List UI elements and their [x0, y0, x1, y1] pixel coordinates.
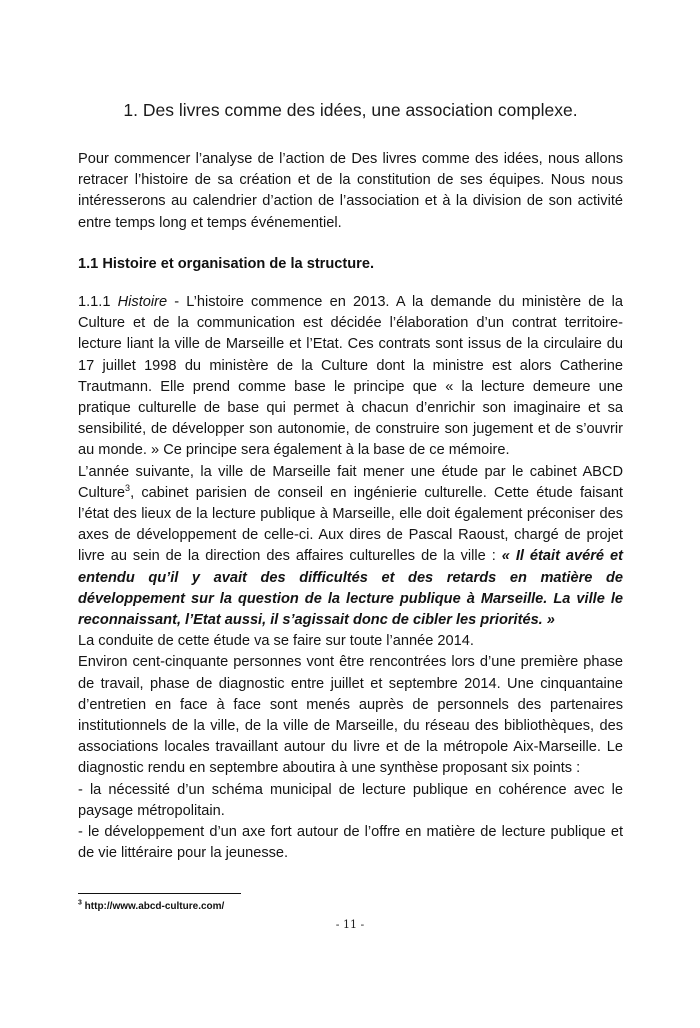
history-paragraph — [78, 292, 623, 462]
list-item: - le développement d’un axe fort autour de l’offre en matière de lecture publique et de vie littéraire pour la jeunesse. — [78, 824, 623, 862]
body-text — [78, 292, 623, 864]
diagnostic-paragraph: Environ cent-cinquante personnes vont être rencontrées lors d’une première phase de travail, phase de diagnostic entre juillet et septembre 2014. Une cinquantaine d’entretien en face à face sont menés auprès de personnels des partenaires institutionnels de la ville, de la ville de Marseille, du réseau des bibliothèques, des associations locales travaillant autour du livre et de la métropole Aix-Marseille. Le diagnostic rendu en septembre aboutira à une synthèse proposant six points : — [78, 654, 623, 777]
list-item: - la nécessité d’un schéma municipal de lecture publique en cohérence avec le paysage métropolitain. — [78, 781, 623, 819]
history-text: - L’histoire commence en 2013. A la demande du ministère de la Culture et de la communication est décidée l’élaboration d’un contrat territoire-lecture liant la ville de Marseille et l’Etat. Ces contrats sont issus de la circulaire du 17 juillet 1998 du ministère de la Culture dont la ministre est alors Catherine Trautmann. Elle prend comme base le principe que « la lecture demeure une pratique culturelle de base qui permet à chacun d’enrichir son imaginaire et sa sensibilité, de développer son autonomie, de construire son jugement et de s’ouvrir au monde. » Ce principe sera également à la base de ce mémoire. — [78, 294, 623, 459]
study-duration-paragraph: La conduite de cette étude va se faire sur toute l’année 2014. — [78, 633, 474, 650]
history-label-number: 1.1.1 — [78, 294, 118, 310]
section-heading: 1. Des livres comme des idées, une association complexe. — [123, 100, 578, 120]
footnote-reference: 3 — [125, 482, 131, 493]
footnote — [78, 901, 224, 912]
footnote-number: 3 — [78, 899, 82, 907]
study-paragraph — [78, 462, 623, 632]
footnote-link[interactable]: http://www.abcd-culture.com/ — [81, 901, 225, 912]
intro-paragraph: Pour commencer l’analyse de l’action de Des livres comme des idées, nous allons retracer l’histoire de sa création et de la constitution de ses équipes. Nous nous intéresserons au calendrier d’action de l’association et à la division de son activité entre temps long et temps événementiel. — [78, 151, 623, 231]
footnote-separator — [78, 893, 241, 894]
page-number: - 11 - — [335, 918, 365, 931]
study-text-mid: , cabinet parisien de conseil en ingénierie culturelle. Cette étude faisant l’état des lieux de la lecture publique à Marseille, elle doit également préconiser des axes de développement de celle-ci. Aux dires de Pascal Raoust, chargé de projet livre au sein de la direction des affaires culturelles de la ville : — [78, 484, 623, 565]
history-label: Histoire — [117, 294, 168, 310]
interview-quote: « Il était avéré et entendu qu’il y avait des difficultés et des retards en matière de développement sur la question de la lecture publique à Marseille. La ville le reconnaissant, l’Etat aussi, il s’agissait donc de cibler les priorités. » — [78, 548, 623, 629]
subsection-heading: 1.1 Histoire et organisation de la structure. — [78, 256, 375, 272]
study-text-before: L’année suivante, la ville de Marseille fait mener une étude par le cabinet ABCD Culture — [78, 463, 623, 501]
